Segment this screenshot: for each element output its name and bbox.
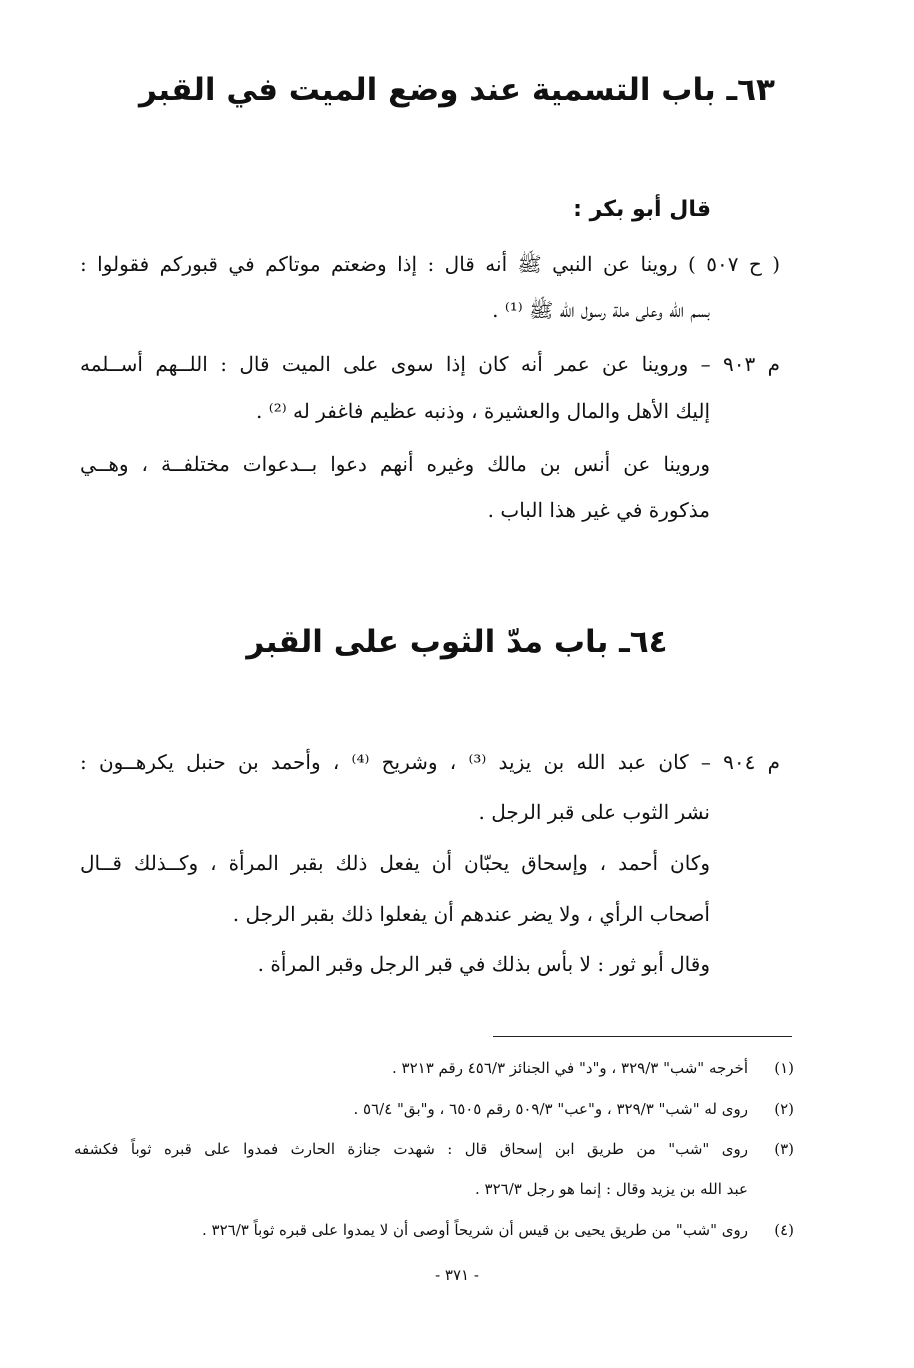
footnote-3-text-line-1: روى "شب" من طريق ابن إسحاق قال : شهدت جنازة الحارث فمدوا على قبره ثوباً فكشفه xyxy=(74,1140,748,1158)
hadith-507-line-2: بسم الله وعلى ملة رسول الله ﷺ ⁽¹⁾ . xyxy=(492,298,710,322)
footnote-1-text: أخرجه "شب" ٣٢٩/٣ ، و"د" في الجنائز ٤٥٦/٣ رقم ٣٢١٣ . xyxy=(392,1059,748,1077)
footnote-4-text: روى "شب" من طريق يحيى بن قيس أن شريحاً أوصى أن لا يمدوا على قبره ثوباً ٣٢٦/٣ . xyxy=(202,1221,748,1239)
speaker-line: قال أبو بكر : xyxy=(573,197,711,222)
narration-904-line-5: وقال أبو ثور : لا بأس بذلك في قبر الرجل وقبر المرأة . xyxy=(257,952,710,976)
anas-narration-line-1: وروينا عن أنس بن مالك وغيره أنهم دعوا بــدعوات مختلفــة ، وهــي xyxy=(80,452,710,476)
anas-narration-line-2: مذكورة في غير هذا الباب . xyxy=(487,498,710,522)
narration-903-line-1: م ٩٠٣ – وروينا عن عمر أنه كان إذا سوى على الميت قال : اللــهم أســلمه xyxy=(80,352,780,376)
narration-904-line-3: وكان أحمد ، وإسحاق يحبّان أن يفعل ذلك بقبر المرأة ، وكــذلك قــال xyxy=(80,851,710,875)
hadith-507-line-1: ( ح ٥٠٧ ) روينا عن النبي ﷺ أنه قال : إذا وضعتم موتاكم في قبوركم فقولوا : xyxy=(80,252,780,276)
narration-903-line-2: إليك الأهل والمال والعشيرة ، وذنبه عظيم فاغفر له ⁽²⁾ . xyxy=(256,399,710,423)
narration-904-line-4: أصحاب الرأي ، ولا يضر عندهم أن يفعلوا ذلك بقبر الرجل . xyxy=(232,902,710,926)
footnote-1-number: (١) xyxy=(774,1059,794,1077)
chapter-64-title: ٦٤ـ باب مدّ الثوب على القبر xyxy=(246,624,668,660)
footnote-3-text-line-2: عبد الله بن يزيد وقال : إنما هو رجل ٣٢٦/٣ . xyxy=(475,1180,748,1198)
footnote-2-number: (٢) xyxy=(774,1100,794,1118)
narration-904-line-1: م ٩٠٤ – كان عبد الله بن يزيد ⁽³⁾ ، وشريح ⁽⁴⁾ ، وأحمد بن حنبل يكرهــون : xyxy=(80,750,781,774)
narration-904-line-2: نشر الثوب على قبر الرجل . xyxy=(478,800,710,824)
footnote-3-continuation xyxy=(475,1178,748,1200)
footnote-3-number: (٣) xyxy=(774,1140,794,1158)
footnote-separator xyxy=(493,1036,792,1037)
footnote-4-number: (٤) xyxy=(774,1221,794,1239)
footnote-2-text: روى له "شب" ٣٢٩/٣ ، و"عب" ٥٠٩/٣ رقم ٦٥٠٥ ، و"بق" ٥٦/٤ . xyxy=(353,1100,748,1118)
chapter-63-title: ٦٣ـ باب التسمية عند وضع الميت في القبر xyxy=(139,72,775,108)
page-number: - ٣٧١ - xyxy=(435,1266,479,1284)
